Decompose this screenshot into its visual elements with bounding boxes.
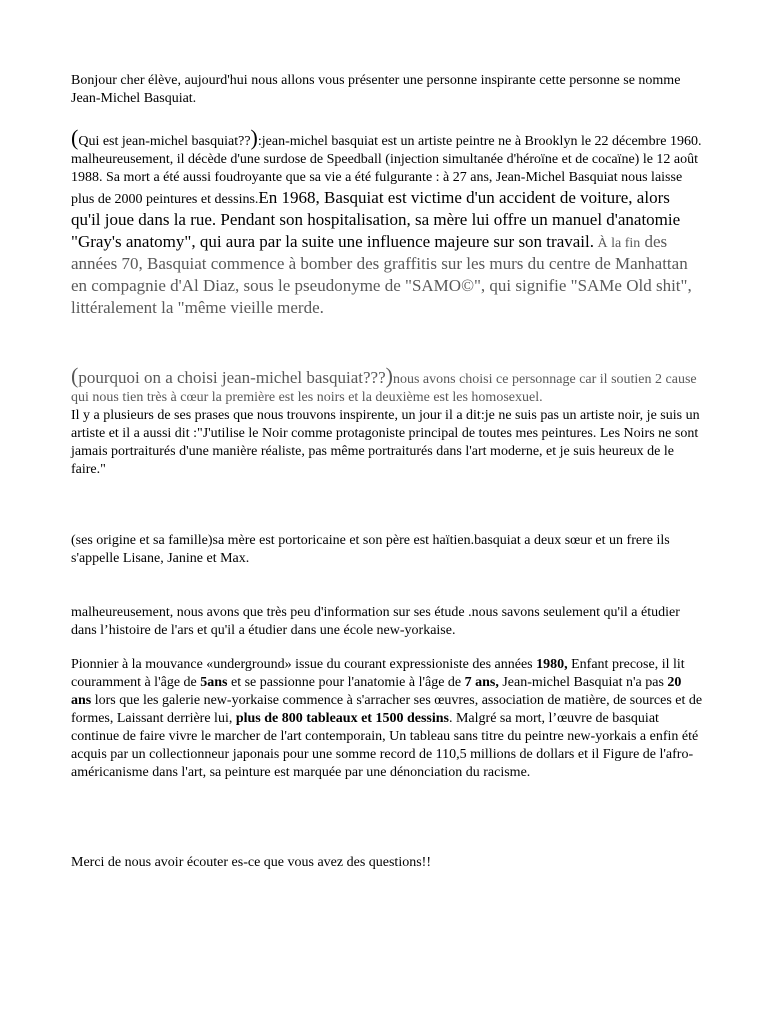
pioneer-text-5: lors que les galerie new-yorkaise commence à s'arracher ses œuvres, association de matière, de sources et de formes, Laissant derrière lui, bbox=[71, 693, 703, 726]
who-paren-open: ( bbox=[71, 125, 79, 150]
who-graffiti: des années 70, Basquiat commence à bomber des graffitis sur les murs du centre de Manhattan en compagnie d'Al Diaz, sous le pseudonyme de "SAMO©", qui signifie "SAMe Old shit", littéralement la "même vieille merde. bbox=[71, 232, 692, 317]
family-paragraph: (ses origine et sa famille)sa mère est portoricaine et son père est haïtien.basquiat a deux sœur et un frere ils s'appelle Lisane, Janine et Max. bbox=[71, 533, 670, 566]
studies-paragraph: malheureusement, nous avons que très peu d'information sur ses étude .nous savons seulement qu'il a étudier dans l’histoire de l'ars et qu'il a étudier dans une école new-yorkaise. bbox=[71, 605, 680, 638]
why-paragraph bbox=[71, 363, 703, 479]
who-a-la-fin: À la fin bbox=[593, 236, 641, 251]
pioneer-bold-4: 20 ans bbox=[71, 675, 682, 708]
why-question: pourquoi on a choisi jean-michel basquiat??? bbox=[78, 368, 386, 387]
pioneer-paragraph bbox=[71, 656, 703, 782]
why-paren-open: ( bbox=[71, 363, 79, 388]
who-question: Qui est jean-michel basquiat?? bbox=[78, 134, 251, 149]
pioneer-bold-5: plus de 800 tableaux et 1500 dessins bbox=[235, 711, 449, 726]
pioneer-bold-1: 1980, bbox=[536, 657, 568, 672]
pioneer-text-4: Jean-michel Basquiat n'a pas bbox=[498, 675, 668, 690]
who-accident: En 1968, Basquiat est victime d'un accident de voiture, alors qu'il joue dans la rue. Pendant son hospitalisation, sa mère lui offre un manuel d'anatomie "Gray's anatomy", qui aura par la suite une influence majeure sur son travail. bbox=[71, 188, 681, 251]
why-reason: nous avons choisi ce personnage car il soutien 2 cause qui nous tien très à cœur la première est les noirs et la deuxième est les homosexuel. bbox=[71, 372, 697, 405]
pioneer-text-3: et se passionne pour l'anatomie à l'âge de bbox=[227, 675, 465, 690]
why-paren-close: ) bbox=[385, 363, 393, 388]
why-quotes: Il y a plusieurs de ses prases que nous trouvons inspirente, un jour il a dit:je ne suis pas un artiste noir, je suis un artiste et il a aussi dit :"J'utilise le Noir comme protagoniste principal de toutes mes peintures. Les Noirs ne sont jamais portraiturés d'une manière réaliste, pas même portraiturés dans l'art moderne, et je suis heureux de le faire." bbox=[71, 408, 700, 477]
closing-paragraph: Merci de nous avoir écouter es-ce que vous avez des questions!! bbox=[71, 855, 431, 870]
who-paren-close: ) bbox=[250, 125, 258, 150]
pioneer-bold-2: 5ans bbox=[200, 675, 228, 690]
pioneer-bold-3: 7 ans, bbox=[464, 675, 499, 690]
pioneer-text-1: Pionnier à la mouvance «underground» issue du courant expressioniste des années bbox=[71, 657, 537, 672]
pioneer-text-6: . Malgré sa mort, l’œuvre de basquiat continue de faire vivre le marcher de l'art contemporain, Un tableau sans titre du peintre new-yorkais a enfin été acquis par un collectionneur japonais pour une somme record de 110,5 millions de dollars et il Figure de l'afro-américanisme dans l'art, sa peinture est marquée par une dénonciation du racisme. bbox=[71, 711, 699, 780]
why-reason-line bbox=[71, 363, 703, 407]
who-paragraph bbox=[71, 125, 703, 319]
who-bio: :jean-michel basquiat est un artiste peintre ne à Brooklyn le 22 décembre 1960. malheureusement, il décède d'une surdose de Speedball (injection simultanée d'héroïne et de cocaïne) le 12 août 1988. Sa mort a été aussi foudroyante que sa vie a été fulgurante : à 27 ans, Jean-Michel Basquiat nous laisse plus de 2000 peintures et dessins. bbox=[71, 134, 702, 207]
pioneer-text-2: Enfant precose, il lit couramment à l'âge de bbox=[71, 657, 685, 690]
intro-paragraph: Bonjour cher élève, aujourd'hui nous allons vous présenter une personne inspirante cette personne se nomme Jean-Michel Basquiat. bbox=[71, 73, 681, 106]
